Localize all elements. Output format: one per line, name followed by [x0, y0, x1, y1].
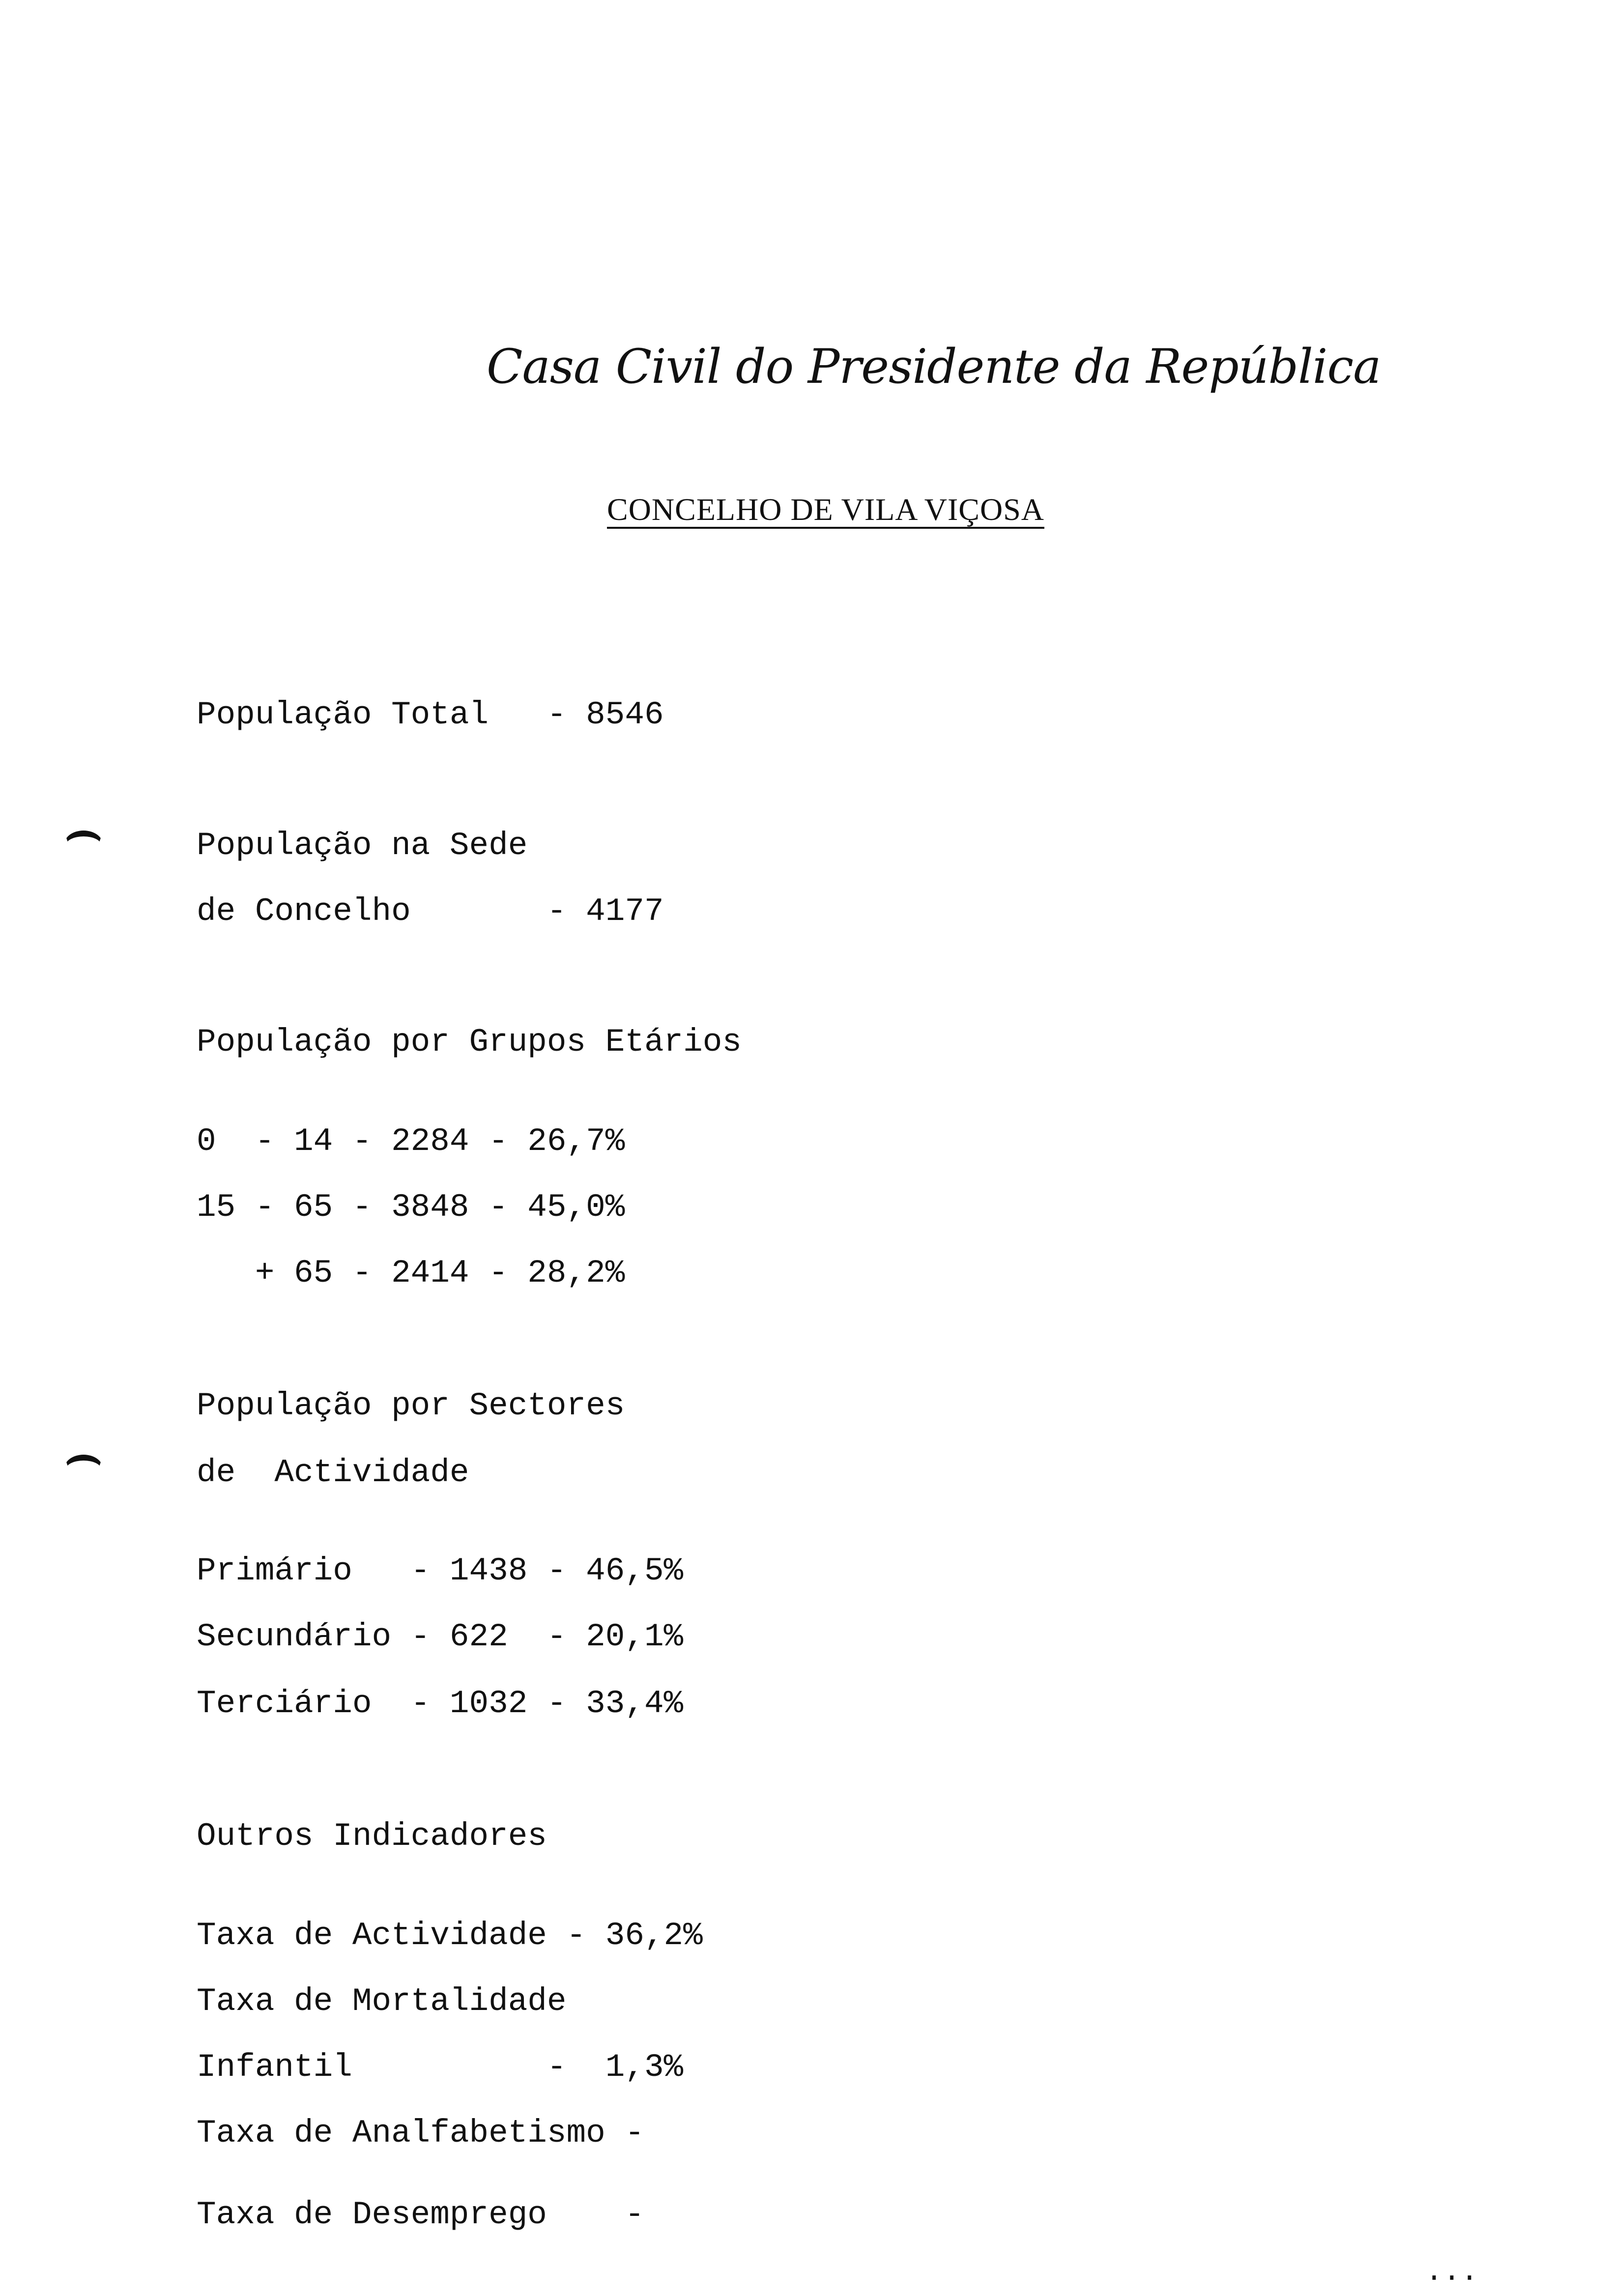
other-indicators-heading: Outros Indicadores — [197, 1818, 547, 1855]
age-group-0-14: 0 - 14 - 2284 - 26,7% — [197, 1123, 625, 1160]
continuation-mark: ... — [1425, 2256, 1479, 2289]
infant-mortality-label: Taxa de Mortalidade — [197, 1983, 567, 2020]
punch-hole-mark-bottom — [64, 1455, 103, 1484]
infant-mortality-value: Infantil - 1,3% — [197, 2049, 684, 2086]
punch-hole-mark-top — [64, 831, 103, 860]
sector-primary: Primário - 1438 - 46,5% — [197, 1552, 684, 1589]
age-groups-heading: População por Grupos Etários — [197, 1024, 742, 1061]
activity-rate: Taxa de Actividade - 36,2% — [197, 1917, 703, 1954]
document-title: CONCELHO DE VILA VIÇOSA — [607, 492, 1044, 527]
letterhead: Casa Civil do Presidente da República — [487, 339, 1381, 394]
age-group-65-plus: + 65 - 2414 - 28,2% — [197, 1255, 625, 1292]
age-group-15-65: 15 - 65 - 3848 - 45,0% — [197, 1189, 625, 1226]
population-seat-value: de Concelho - 4177 — [197, 893, 664, 930]
sector-secondary: Secundário - 622 - 20,1% — [197, 1618, 684, 1655]
sectors-heading-1: População por Sectores — [197, 1387, 625, 1424]
population-total: População Total - 8546 — [197, 696, 664, 733]
unemployment-rate: Taxa de Desemprego - — [197, 2196, 644, 2233]
illiteracy-rate: Taxa de Analfabetismo - — [197, 2115, 644, 2152]
sector-tertiary: Terciário - 1032 - 33,4% — [197, 1685, 684, 1722]
population-seat-label: População na Sede — [197, 827, 528, 864]
sectors-heading-2: de Actividade — [197, 1454, 469, 1491]
